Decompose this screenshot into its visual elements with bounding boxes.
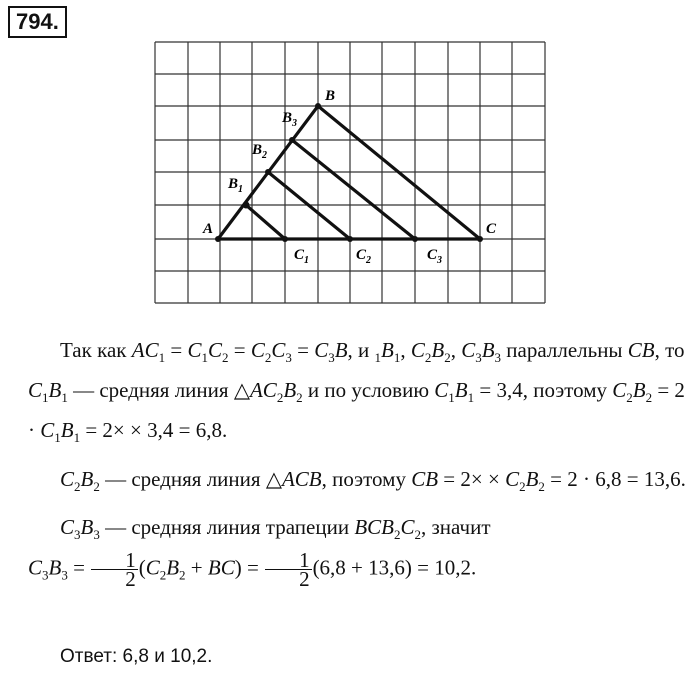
- label-B1: $B_1$: [228, 176, 244, 195]
- label-C: C: [486, 221, 497, 237]
- label-C1: $C_1$: [294, 247, 310, 266]
- solution-paragraph-3: $C_3B_3$ — средняя линия трапеции $BCB_2C_2$, значит $C_3B_3$ = $\frac{1}{2}$ $(C_2B_2 + BC)$ = $\frac{1}{2}$ (6,8 + 13,6) = 10,2.: [28, 514, 491, 591]
- answer: Ответ: 6,8 и 10,2.: [60, 646, 213, 667]
- solution-text: [28, 334, 688, 591]
- label-C3: $C_3$: [427, 247, 443, 266]
- fraction-half-1: $\frac{1}{2}$: [91, 551, 138, 588]
- fraction-half-2: $\frac{1}{2}$: [265, 551, 312, 588]
- label-B: B: [325, 88, 336, 104]
- label-B3: $B_3$: [282, 110, 298, 129]
- solution-paragraph-1: Так как $AC_1 = C_1C_2 = C_2C_3 = C_3B$, и $_1B_1$, $C_2B_2$, $C_3B_3$ параллельны CB, то $C_1B_1$ — средняя линия $\triangle AC_2B_2$ и по условию $C_1B_1 = 3,4$, поэтому $C_2B_2 = 2 \cdot C_1B_1 = 2\times \times 3,4 = 6,8$.: [28, 338, 685, 446]
- problem-number: 794.: [8, 6, 67, 38]
- label-C2: $C_2$: [356, 247, 372, 266]
- label-B2: $B_2$: [252, 142, 268, 161]
- grid: [155, 42, 545, 303]
- triangle-figure: [0, 0, 700, 330]
- label-A: A: [203, 221, 214, 237]
- solution-paragraph-2: $C_2B_2$ — средняя линия △ACB, поэтому CB = $2\times \times C_2B_2 = 2 \cdot 6,8 = 13,6$.: [60, 466, 686, 494]
